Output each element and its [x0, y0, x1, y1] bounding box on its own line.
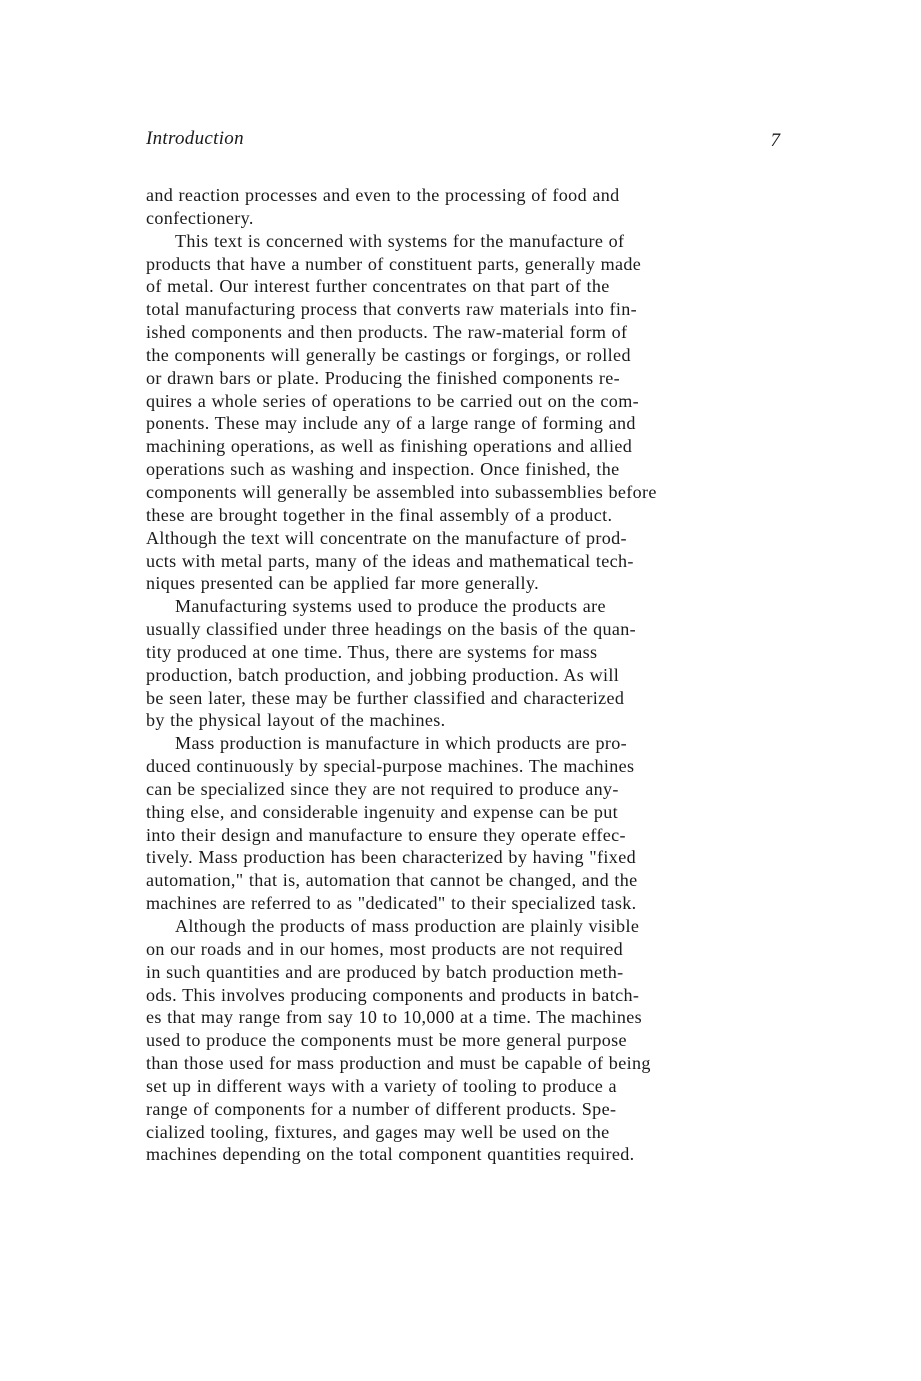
text-line: by the physical layout of the machines. — [146, 710, 446, 731]
text-line: these are brought together in the final assembly of a product. — [146, 504, 613, 525]
text-line: machining operations, as well as finishing operations and allied — [146, 436, 633, 457]
text-line: thing else, and considerable ingenuity and expense can be put — [146, 801, 619, 822]
text-line: ucts with metal parts, many of the ideas and mathematical tech- — [146, 550, 634, 571]
text-line: on our roads and in our homes, most products are not required — [146, 938, 624, 959]
text-line: Although the products of mass production are plainly visible — [175, 916, 640, 936]
text-line: usually classified under three headings on the basis of the quan- — [146, 619, 637, 640]
text-line: of metal. Our interest further concentrates on that part of the — [146, 276, 610, 297]
text-line: Although the text will concentrate on the manufacture of prod- — [146, 527, 627, 548]
text-line: quires a whole series of operations to be carried out on the com- — [146, 390, 640, 411]
text-line: confectionery. — [146, 207, 254, 228]
text-line: machines are referred to as "dedicated" to their specialized task. — [146, 893, 637, 914]
text-line: es that may range from say 10 to 10,000 at a time. The machines — [146, 1007, 643, 1028]
text-line: niques presented can be applied far more generally. — [146, 573, 539, 594]
text-line: be seen later, these may be further classified and characterized — [146, 687, 625, 708]
text-line: set up in different ways with a variety of tooling to produce a — [146, 1075, 617, 1096]
text-line: the components will generally be castings or forgings, or rolled — [146, 344, 631, 365]
text-line: and reaction processes and even to the processing of food and — [146, 185, 620, 205]
text-line: than those used for mass production and must be capable of being — [146, 1053, 651, 1074]
text-line: machines depending on the total component quantities required. — [146, 1144, 635, 1165]
text-line: can be specialized since they are not required to produce any- — [146, 778, 619, 799]
text-line: used to produce the components must be more general purpose — [146, 1030, 627, 1051]
text-line: ods. This involves producing components and products in batch- — [146, 984, 640, 1005]
text-line: tively. Mass production has been characterized by having "fixed — [146, 847, 636, 868]
text-line: Manufacturing systems used to produce the products are — [175, 596, 606, 617]
text-line: range of components for a number of different products. Spe- — [146, 1098, 617, 1119]
text-line: in such quantities and are produced by batch production meth- — [146, 961, 624, 982]
text-line: This text is concerned with systems for the manufacture of — [175, 230, 625, 251]
running-head — [146, 128, 780, 154]
text-line: cialized tooling, fixtures, and gages may well be used on the — [146, 1121, 610, 1142]
text-line: ished components and then products. The raw-material form of — [146, 322, 628, 343]
page-number: 7 — [770, 130, 780, 151]
text-line: production, batch production, and jobbing production. As will — [146, 664, 620, 685]
text-line: duced continuously by special-purpose machines. The machines — [146, 756, 635, 777]
body-text — [146, 184, 786, 1166]
text-line: into their design and manufacture to ensure they operate effec- — [146, 824, 626, 845]
text-line: Mass production is manufacture in which products are pro- — [175, 733, 628, 754]
text-line: products that have a number of constituent parts, generally made — [146, 253, 642, 274]
text-line: or drawn bars or plate. Producing the finished components re- — [146, 367, 621, 388]
text-line: components will generally be assembled into subassemblies before — [146, 481, 657, 502]
text-line: automation," that is, automation that cannot be changed, and the — [146, 870, 638, 891]
text-line: tity produced at one time. Thus, there are systems for mass — [146, 641, 598, 662]
text-line: ponents. These may include any of a large range of forming and — [146, 413, 636, 434]
section-title: Introduction — [146, 128, 244, 149]
text-line: operations such as washing and inspection. Once finished, the — [146, 459, 620, 480]
text-line: total manufacturing process that converts raw materials into fin- — [146, 299, 638, 320]
